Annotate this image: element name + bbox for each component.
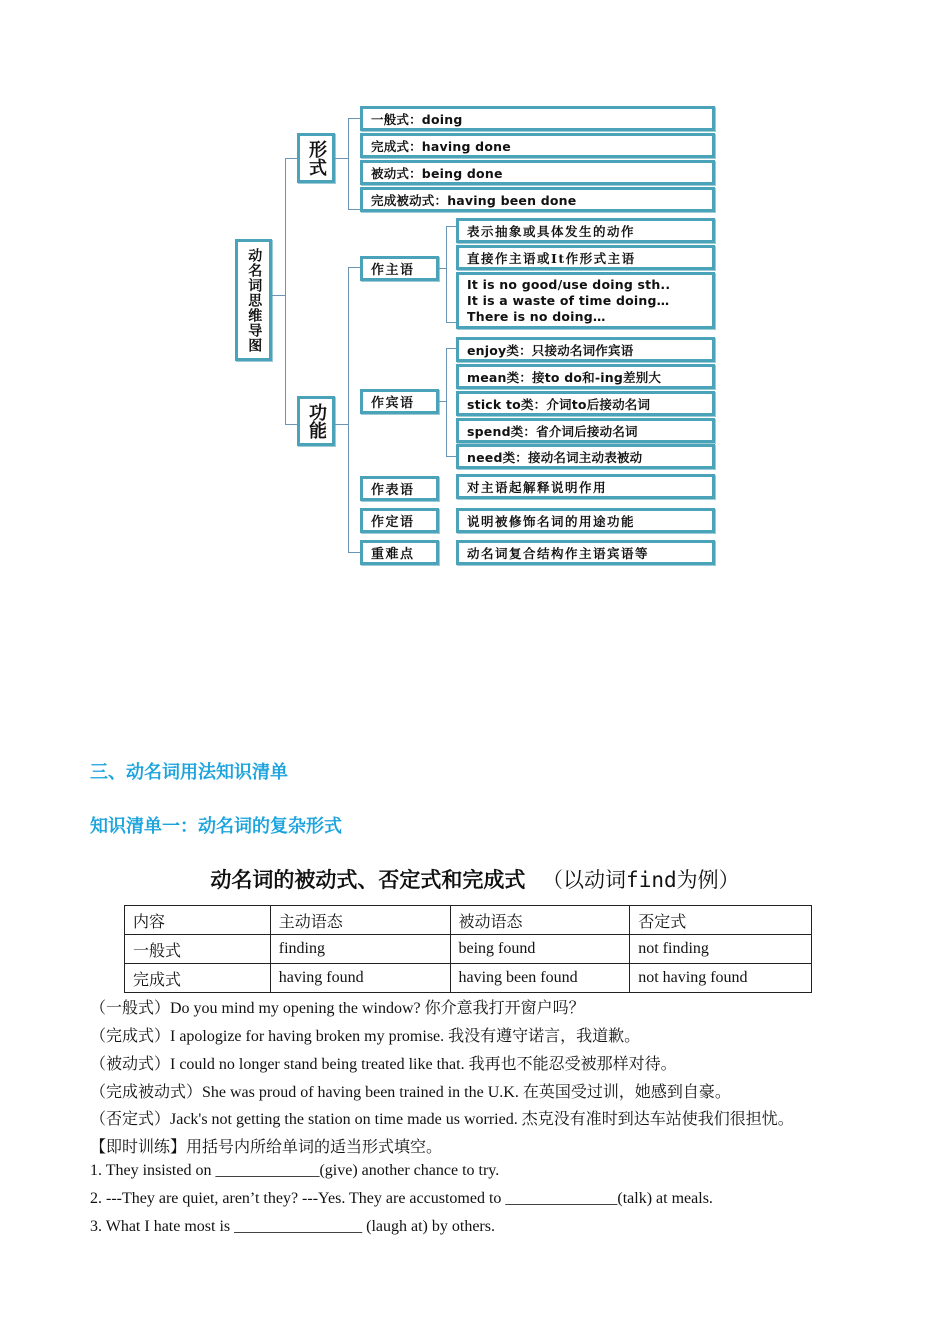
object-item-need: need类：接动名词主动表被动 [456,444,715,469]
object-item-mean: mean类：接to do和-ing差别大 [456,364,715,389]
table-header-row [125,906,812,935]
object-item-stick-to: stick to类：介词to后接动名词 [456,391,715,416]
branch-form-label: 形式 [306,140,327,176]
subject-item-2: 直接作主语或It作形式主语 [456,245,715,270]
predicative-item: 对主语起解释说明作用 [456,474,715,499]
gerund-forms-table [124,905,812,993]
table-header: 否定式 [630,906,812,935]
table-cell: 完成式 [125,964,271,993]
branch-form [297,133,335,183]
key-points-item: 动名词复合结构作主语宾语等 [456,540,715,565]
func-attribute: 作定语 [360,508,439,533]
subject-item-1: 表示抽象或具体发生的动作 [456,218,715,243]
example-negative: （否定式）Jack's not getting the station on time made us worried. 杰克没有准时到达车站使我们很担忧。 [90,1111,794,1128]
func-subject: 作主语 [360,256,439,281]
table-header: 主动语态 [270,906,450,935]
example-perfect: （完成式）I apologize for having broken my promise. 我没有遵守诺言，我道歉。 [90,1028,641,1045]
table-cell: finding [270,935,450,964]
attribute-item: 说明被修饰名词的用途功能 [456,508,715,533]
table-title: 动名词的被动式、否定式和完成式 （以动词find为例） [210,868,740,892]
form-perfect-passive: 完成被动式：having been done [360,187,715,212]
exercise-instruction: 【即时训练】用括号内所给单词的适当形式填空。 [90,1139,443,1156]
func-predicative: 作表语 [360,476,439,501]
table-row [125,964,812,993]
form-general: 一般式：doing [360,106,715,131]
section-heading: 三、动名词用法知识清单 [90,762,288,783]
example-perfect-passive: （完成被动式）She was proud of having been trained in the U.K. 在英国受过训，她感到自豪。 [90,1084,731,1101]
branch-function-label: 功能 [306,403,327,439]
object-item-spend: spend类：省介词后接动名词 [456,418,715,443]
exercise-question-2: 2. ---They are quiet, aren’t they? ---Yes. They are accustomed to ______________(talk) at meals. [90,1190,713,1207]
func-key-points: 重难点 [360,540,439,565]
table-cell: having been found [450,964,630,993]
table-header: 被动语态 [450,906,630,935]
object-item-enjoy: enjoy类：只接动名词作宾语 [456,337,715,362]
example-general: （一般式）Do you mind my opening the window? 你介意我打开窗户吗？ [90,1000,585,1017]
table-header: 内容 [125,906,271,935]
example-passive: （被动式）I could no longer stand being treated like that. 我再也不能忍受被那样对待。 [90,1056,677,1073]
exercise-question-1: 1. They insisted on _____________(give) another chance to try. [90,1162,500,1179]
table-row [125,935,812,964]
table-cell: not having found [630,964,812,993]
table-cell: 一般式 [125,935,271,964]
form-passive: 被动式：being done [360,160,715,185]
mindmap-root [235,239,272,361]
table-cell: being found [450,935,630,964]
exercise-question-3: 3. What I hate most is ________________ (laugh at) by others. [90,1218,495,1235]
section-subheading: 知识清单一：动名词的复杂形式 [90,816,342,837]
branch-function [297,396,335,446]
subject-item-3: It is no good/use doing sth.. It is a waste of time doing… There is no doing… [456,272,715,329]
root-label: 动名词思维导图 [246,247,263,353]
table-cell: not finding [630,935,812,964]
form-perfect: 完成式：having done [360,133,715,158]
func-object: 作宾语 [360,389,439,414]
table-cell: having found [270,964,450,993]
